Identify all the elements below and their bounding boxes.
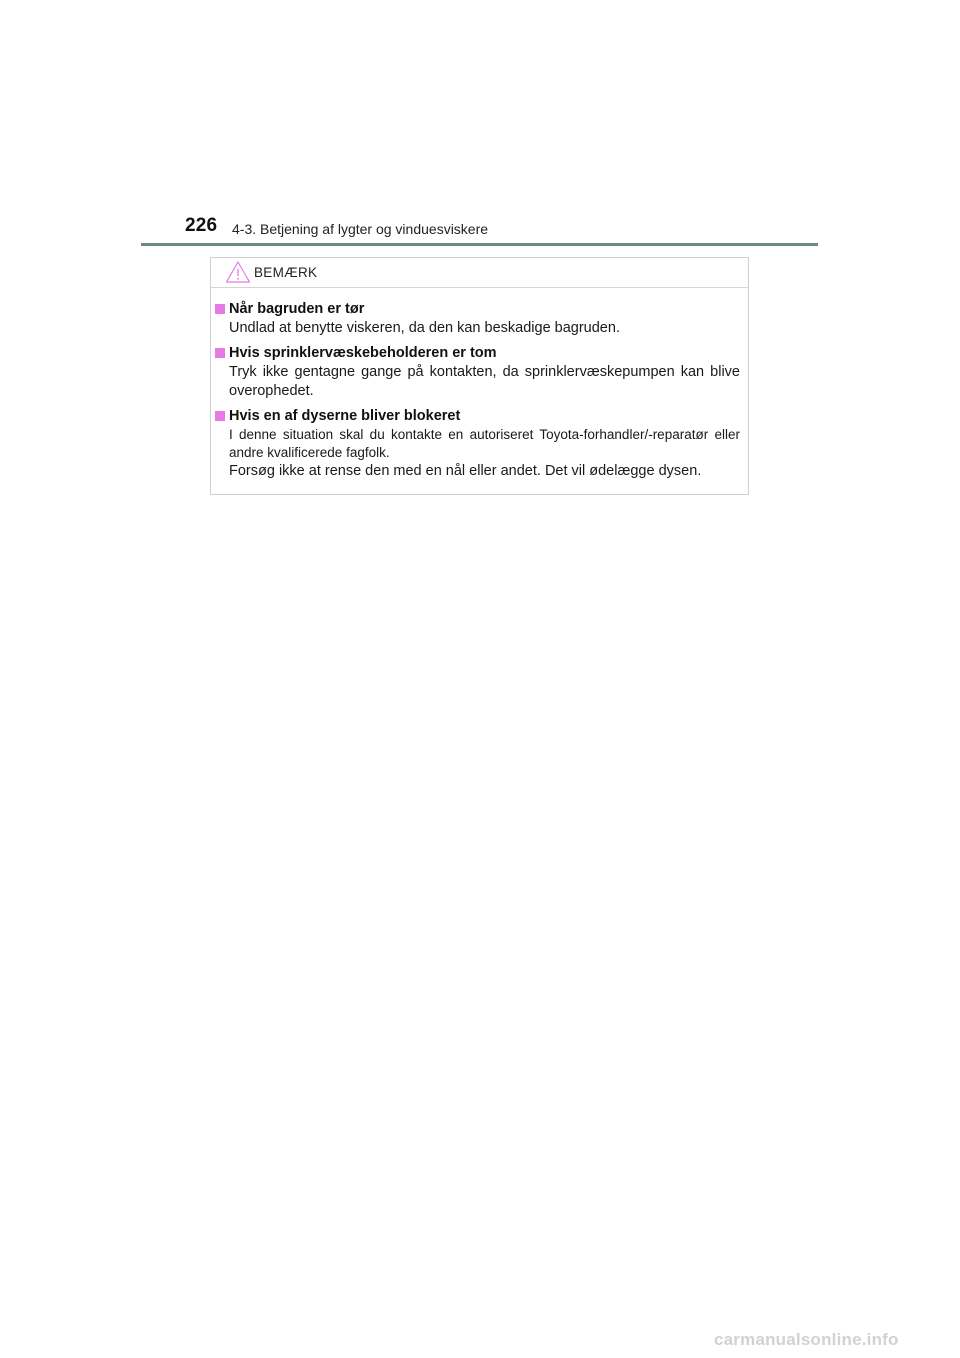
notice-item-heading-text: Hvis sprinklervæskebeholderen er tom [229,345,497,361]
header-divider [141,243,818,246]
page-number: 226 [185,215,218,236]
notice-item-body-secondary: Forsøg ikke at rense den med en nål eller andet. Det vil ødelægge dysen. [229,463,702,479]
notice-item-body: I denne situation skal du kontakte en autoriseret Toyota-forhandler/-reparatør eller andre kvalificerede fagfolk. [229,427,740,460]
notice-item-body: Tryk ikke gentagne gange på kontakten, da sprinklervæskepumpen kan blive overophedet. [229,364,740,399]
notice-item-heading [215,300,740,319]
notice-item-heading [215,344,740,363]
notice-item [215,344,740,401]
notice-item [215,407,740,481]
notice-box [210,257,749,495]
bullet-square-icon [215,411,225,421]
notice-items [215,300,740,487]
notice-item-heading-text: Når bagruden er tør [229,301,365,317]
notice-item [215,300,740,338]
bullet-square-icon [215,304,225,314]
notice-item-body: Undlad at benytte viskeren, da den kan beskadige bagruden. [229,320,620,336]
notice-item-heading [215,407,740,426]
notice-item-heading-text: Hvis en af dyserne bliver blokeret [229,408,461,424]
notice-header [211,258,748,288]
watermark: carmanualsonline.info [714,1330,899,1349]
warning-triangle-icon [225,260,251,284]
section-title: 4-3. Betjening af lygter og vinduesviskere [232,221,489,237]
bullet-square-icon [215,348,225,358]
notice-title: BEMÆRK [254,265,318,280]
